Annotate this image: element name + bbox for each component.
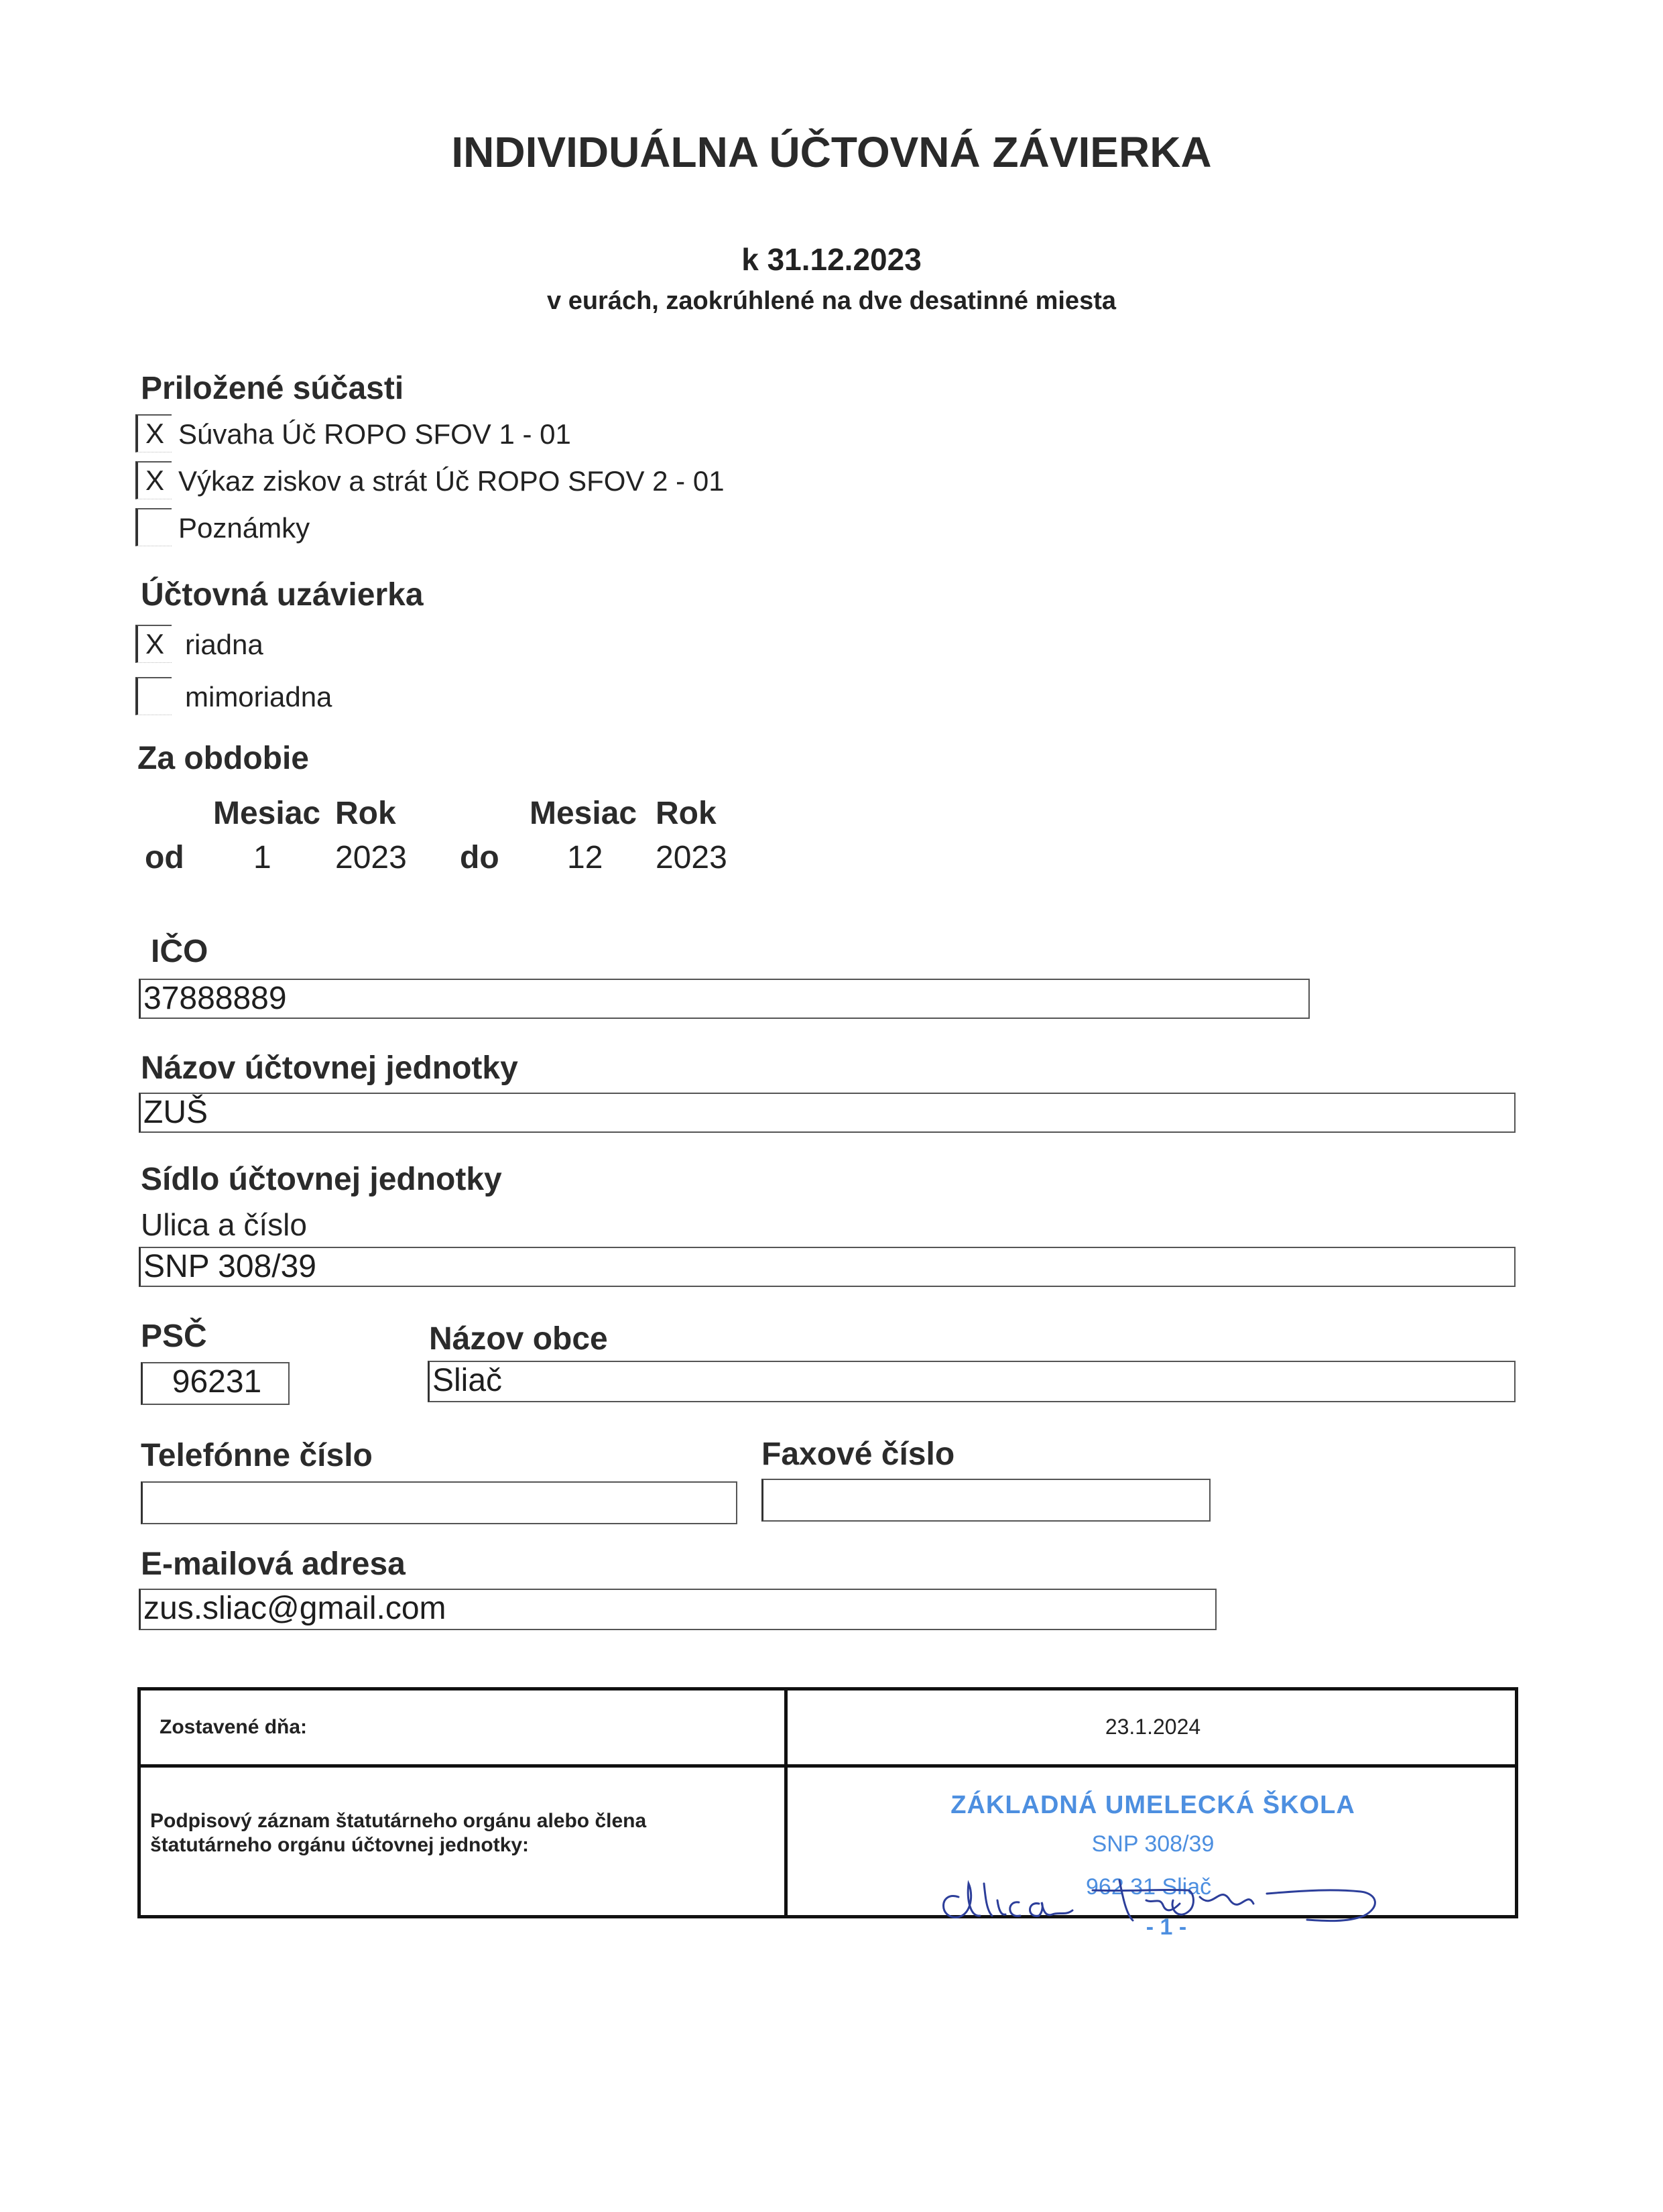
checkbox-label-suvaha: Súvaha Úč ROPO SFOV 1 - 01 [178, 418, 571, 450]
signature-table [137, 1687, 1518, 1918]
period-from-year-label: Rok [335, 796, 396, 831]
signature-label-line1: Podpisový záznam štatutárneho orgánu alebo člena [150, 1810, 647, 1832]
period-from-month-label: Mesiac [213, 796, 321, 831]
signature-label-line2: štatutárneho orgánu účtovnej jednotky: [150, 1834, 530, 1856]
compiled-date: 23.1.2024 [1105, 1715, 1201, 1739]
ico-label: IČO [151, 934, 208, 969]
entity-name-field[interactable]: ZUŠ [139, 1093, 1516, 1133]
street-field[interactable]: SNP 308/39 [139, 1247, 1516, 1287]
table-divider-horizontal [141, 1764, 1515, 1768]
period-heading: Za obdobie [137, 741, 309, 776]
period-to-year-label: Rok [656, 796, 717, 831]
period-to-label: do [460, 840, 499, 875]
period-from-label: od [145, 840, 184, 875]
phone-label: Telefónne číslo [141, 1438, 373, 1473]
phone-field[interactable] [141, 1481, 737, 1524]
fax-label: Faxové číslo [761, 1436, 955, 1472]
stamp-street: SNP 308/39 [1091, 1831, 1215, 1857]
entity-name-label: Názov účtovnej jednotky [141, 1050, 518, 1086]
document-title: INDIVIDUÁLNA ÚČTOVNÁ ZÁVIERKA [451, 128, 1212, 176]
compiled-label: Zostavené dňa: [160, 1716, 308, 1738]
email-field[interactable]: zus.sliac@gmail.com [139, 1589, 1217, 1630]
city-label: Názov obce [429, 1321, 608, 1357]
period-from-month: 1 [253, 840, 271, 875]
as-of-date: k 31.12.2023 [741, 242, 922, 277]
page-number: - 1 - [1146, 1914, 1187, 1940]
period-to-month-label: Mesiac [530, 796, 637, 831]
currency-note: v eurách, zaokrúhlené na dve desatinné miesta [547, 287, 1116, 315]
checkbox-mimoriadna[interactable] [135, 677, 172, 715]
checkbox-riadna[interactable]: X [135, 625, 172, 663]
checkbox-label-riadna: riadna [185, 629, 263, 660]
checkbox-label-vykaz: Výkaz ziskov a strát Úč ROPO SFOV 2 - 01 [178, 465, 725, 497]
checkbox-suvaha[interactable]: X [135, 414, 172, 452]
period-to-year: 2023 [656, 840, 727, 875]
email-label: E-mailová adresa [141, 1546, 406, 1582]
stamp-school-name: ZÁKLADNÁ UMELECKÁ ŠKOLA [950, 1791, 1355, 1819]
checkbox-poznamky[interactable] [135, 508, 172, 546]
ico-field[interactable]: 37888889 [139, 979, 1310, 1019]
psc-field[interactable]: 96231 [141, 1362, 290, 1405]
psc-label: PSČ [141, 1318, 207, 1354]
period-from-year: 2023 [335, 840, 407, 875]
checkbox-vykaz[interactable]: X [135, 461, 172, 499]
fax-field[interactable] [761, 1479, 1211, 1522]
closing-type-heading: Účtovná uzávierka [141, 577, 424, 613]
city-field[interactable]: Sliač [428, 1361, 1516, 1402]
stamp-city: 962 31 Sliač [1086, 1874, 1212, 1900]
seat-label: Sídlo účtovnej jednotky [141, 1162, 502, 1197]
period-to-month: 12 [567, 840, 603, 875]
checkbox-label-mimoriadna: mimoriadna [185, 681, 332, 713]
components-heading: Priložené súčasti [141, 371, 404, 406]
checkbox-label-poznamky: Poznámky [178, 512, 310, 544]
street-label: Ulica a číslo [141, 1207, 307, 1242]
